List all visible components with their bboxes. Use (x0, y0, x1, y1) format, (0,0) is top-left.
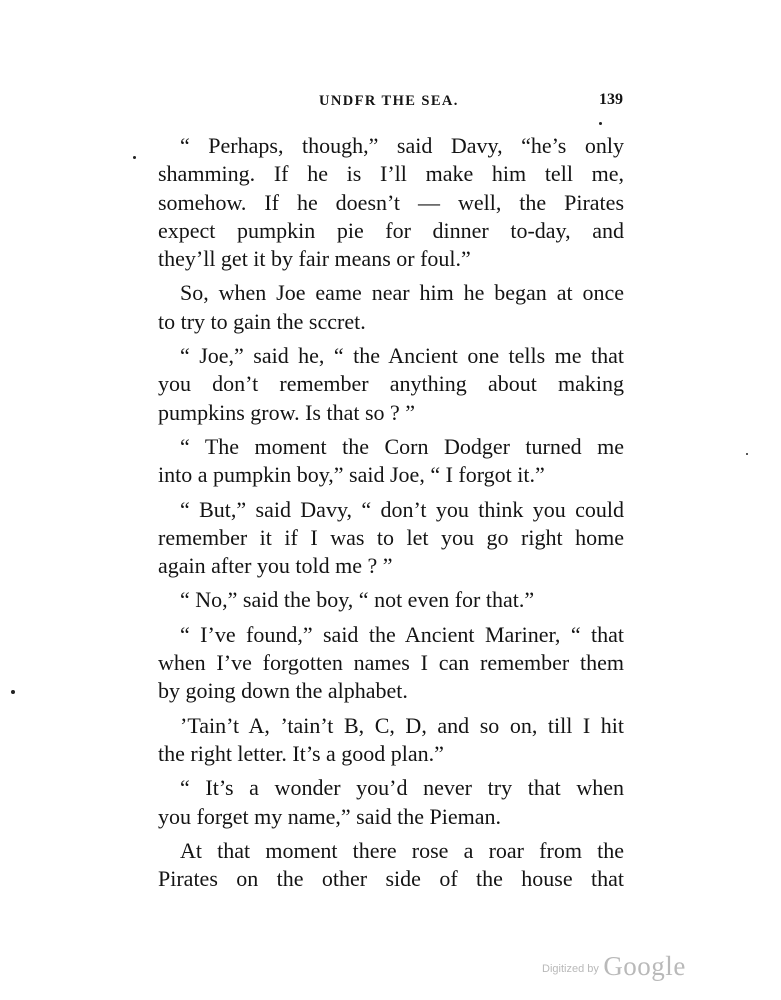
ink-speck (746, 453, 748, 455)
text-line: you don’t remember anything about making (158, 371, 624, 397)
text-line: into a pumpkin boy,” said Joe, “ I forgot it.” (158, 462, 545, 488)
page-number: 139 (599, 91, 623, 108)
ink-speck (133, 156, 136, 159)
text-line: So, when Joe eame near him he began at once (180, 280, 624, 306)
text-line: Pirates on the other side of the house that (158, 866, 624, 892)
text-line: At that moment there rose a roar from the (180, 837, 624, 863)
text-line: “ I’ve found,” said the Ancient Mariner, “ that (180, 621, 624, 647)
text-line: by going down the alphabet. (158, 678, 408, 704)
text-line: “ It’s a wonder you’d never try that when (180, 775, 624, 801)
text-line: you forget my name,” said the Pieman. (158, 803, 501, 829)
text-line: to try to gain the sccret. (158, 308, 366, 334)
text-line: “ But,” said Davy, “ don’t you think you could (180, 496, 624, 522)
text-line: “ The moment the Corn Dodger turned me (180, 433, 624, 459)
ink-speck (599, 122, 602, 125)
text-line: again after you told me ? ” (158, 553, 393, 579)
google-logo: Google (603, 951, 686, 981)
text-line: shamming. If he is I’ll make him tell me, (158, 161, 624, 187)
text-line: when I’ve forgotten names I can remember them (158, 650, 624, 676)
text-line: “ Perhaps, though,” said Davy, “he’s only (180, 133, 624, 158)
running-head: UNDFR THE SEA. (319, 93, 459, 109)
text-line: “ No,” said the boy, “ not even for that.” (180, 587, 535, 613)
text-line: remember it if I was to let you go right home (158, 524, 624, 550)
text-line: pumpkins grow. Is that so ? ” (158, 399, 416, 425)
text-line: ’Tain’t A, ’tain’t B, C, D, and so on, till I hit (180, 712, 624, 738)
body-text (158, 132, 624, 893)
text-line: somehow. If he doesn’t — well, the Pirates (158, 189, 624, 215)
digitized-by-watermark (542, 951, 686, 982)
digitized-by-label: Digitized by (542, 963, 599, 975)
text-line: expect pumpkin pie for dinner to-day, and (158, 217, 624, 243)
text-line: they’ll get it by fair means or foul.” (158, 246, 471, 272)
ink-speck (11, 690, 15, 694)
text-line: “ Joe,” said he, “ the Ancient one tells me that (180, 343, 624, 369)
text-line: the right letter. It’s a good plan.” (158, 740, 444, 766)
